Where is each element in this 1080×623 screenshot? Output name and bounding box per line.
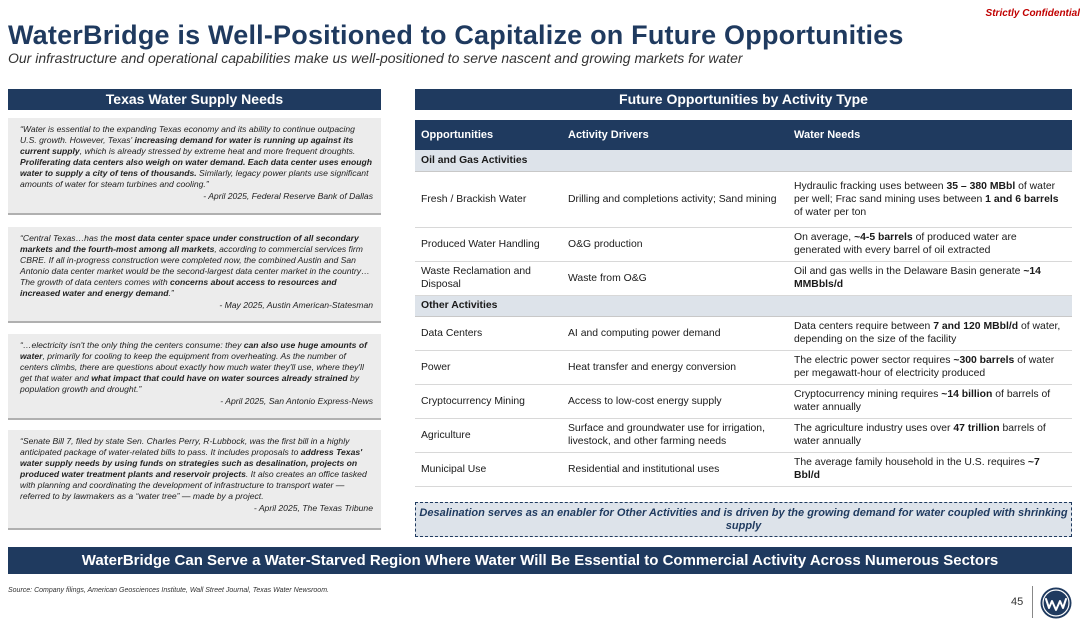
section-label: Other Activities <box>415 295 1072 316</box>
waterbridge-logo-icon <box>1039 586 1073 620</box>
quote-card <box>8 334 381 420</box>
opportunity-cell: Fresh / Brackish Water <box>415 171 562 227</box>
quote-source: - April 2025, The Texas Tribune <box>253 503 373 513</box>
opportunity-cell: Agriculture <box>415 418 562 452</box>
column-header-activity-drivers: Activity Drivers <box>562 120 788 150</box>
footer-divider <box>1032 586 1033 618</box>
driver-cell: Access to low-cost energy supply <box>562 384 788 418</box>
page-number: 45 <box>1011 596 1024 608</box>
table-row <box>415 316 1072 350</box>
table-row <box>415 452 1072 486</box>
driver-cell: AI and computing power demand <box>562 316 788 350</box>
quote-text: “Water is essential to the expanding Texas economy and its ability to continue outpacing U.S. growth. However, Texas' increasing demand for water is running up against its current supply, which is already stressed by extreme heat and more frequent droughts. Proliferating data centers also weigh on water demand. Each data center uses enough water to supply a city of tens of thousands. Similarly, legacy power plants use significant amounts of water for steam turbines and cooling.” <box>20 124 372 189</box>
table-row <box>415 384 1072 418</box>
water-needs-cell: The agriculture industry uses over 47 trillion barrels of water annually <box>788 418 1072 452</box>
quote-source: - April 2025, San Antonio Express-News <box>220 396 373 406</box>
driver-cell: Drilling and completions activity; Sand mining <box>562 171 788 227</box>
table-row <box>415 418 1072 452</box>
opportunity-cell: Data Centers <box>415 316 562 350</box>
column-header-opportunities: Opportunities <box>415 120 562 150</box>
quote-text: “…electricity isn't the only thing the centers consume: they can also use huge amounts of water, primarily for cooling to keep the equipment from overheating. As the number of centers climbs, there are questions about exactly how much water they'll use, where they'll get that water and what impact that could have on water sources already strained by population growth and drought.” <box>20 340 367 394</box>
water-needs-cell: Oil and gas wells in the Delaware Basin generate ~14 MMBbls/d <box>788 261 1072 295</box>
bottom-banner: WaterBridge Can Serve a Water-Starved Region Where Water Will Be Essential to Commercial Activity Across Numerous Sectors <box>8 547 1072 574</box>
driver-cell: Surface and groundwater use for irrigation, livestock, and other farming needs <box>562 418 788 452</box>
page-title: WaterBridge is Well-Positioned to Capitalize on Future Opportunities <box>8 20 904 50</box>
table-row <box>415 261 1072 295</box>
quote-text: “Central Texas…has the most data center space under construction of all secondary markets and the fourth-most among all markets, according to commercial services firm CBRE. If all in-progress construction were completed now, the combined Austin and San Antonio data center market would be the second-largest data center market in the country…The growth of data centers comes with concerns about access to resources and increased water and energy demand.” <box>20 233 370 298</box>
driver-cell: O&G production <box>562 227 788 261</box>
opportunity-cell: Waste Reclamation and Disposal <box>415 261 562 295</box>
texas-water-header: Texas Water Supply Needs <box>8 89 381 110</box>
opportunities-table <box>415 120 1072 487</box>
page-subtitle: Our infrastructure and operational capabilities make us well-positioned to serve nascent and growing markets for water <box>8 50 743 66</box>
quote-text: “Senate Bill 7, filed by state Sen. Charles Perry, R-Lubbock, was the first bill in a highly anticipated package of water-related bills to pass. It includes proposals to address Texas' water supply needs by using funds on strategies such as desalination, projects on produced water treatment plants and reservoir projects. It also creates an office tasked with planning and coordinating the development of infrastructure to transport water — referred to by lawmakers as a “water tree” — made by a project. <box>20 436 367 501</box>
future-opportunities-header: Future Opportunities by Activity Type <box>415 89 1072 110</box>
opportunity-cell: Produced Water Handling <box>415 227 562 261</box>
opportunity-cell: Municipal Use <box>415 452 562 486</box>
water-needs-cell: Cryptocurrency mining requires ~14 billion of barrels of water annually <box>788 384 1072 418</box>
section-row-oil-gas <box>415 150 1072 171</box>
driver-cell: Residential and institutional uses <box>562 452 788 486</box>
driver-cell: Waste from O&G <box>562 261 788 295</box>
quote-source: - May 2025, Austin American-Statesman <box>219 300 373 310</box>
table-row <box>415 171 1072 227</box>
water-needs-cell: The electric power sector requires ~300 barrels of water per megawatt-hour of electricity produced <box>788 350 1072 384</box>
water-needs-cell: Hydraulic fracking uses between 35 – 380 MBbl of water per well; Frac sand mining uses between 1 and 6 barrels of water per ton <box>788 171 1072 227</box>
quote-source: - April 2025, Federal Reserve Bank of Dallas <box>203 191 373 201</box>
confidential-label: Strictly Confidential <box>985 8 1080 19</box>
table-header-row <box>415 120 1072 150</box>
opportunity-cell: Power <box>415 350 562 384</box>
source-note: Source: Company filings, American Geosciences Institute, Wall Street Journal, Texas Water Newsroom. <box>8 587 329 594</box>
driver-cell: Heat transfer and energy conversion <box>562 350 788 384</box>
water-needs-cell: The average family household in the U.S. requires ~7 Bbl/d <box>788 452 1072 486</box>
quote-card <box>8 227 381 323</box>
water-needs-cell: On average, ~4-5 barrels of produced water are generated with every barrel of oil extracted <box>788 227 1072 261</box>
table-row <box>415 227 1072 261</box>
opportunity-cell: Cryptocurrency Mining <box>415 384 562 418</box>
section-label: Oil and Gas Activities <box>415 150 1072 171</box>
table-row <box>415 350 1072 384</box>
quote-card <box>8 118 381 215</box>
section-row-other <box>415 295 1072 316</box>
quote-card <box>8 430 381 530</box>
water-needs-cell: Data centers require between 7 and 120 MBbl/d of water, depending on the size of the facility <box>788 316 1072 350</box>
desalination-callout: Desalination serves as an enabler for Other Activities and is driven by the growing demand for water coupled with shrinking supply <box>415 502 1072 537</box>
column-header-water-needs: Water Needs <box>788 120 1072 150</box>
